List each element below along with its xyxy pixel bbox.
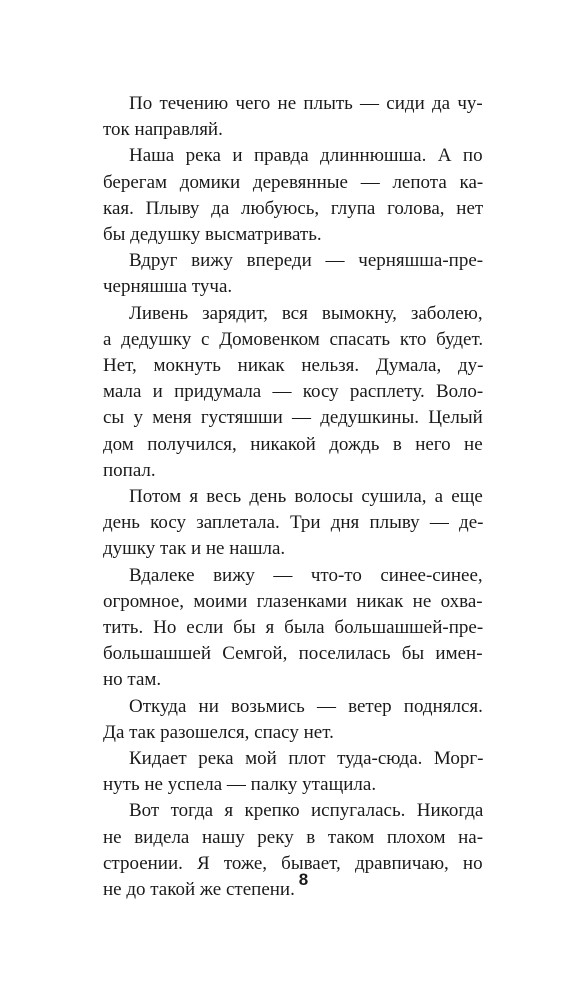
- body-text: [103, 91, 483, 903]
- text-line: огромное, моими глазенками никак не охва-: [103, 590, 483, 612]
- text-line: Откуда ни возьмись — ветер поднялся.: [129, 695, 483, 717]
- text-line: Вот тогда я крепко испугалась. Никогда: [129, 800, 484, 822]
- text-line: не до такой же степени.: [103, 879, 295, 901]
- paragraph: [103, 694, 483, 746]
- text-line: черняшша туча.: [103, 276, 233, 298]
- text-line: Вдалеке вижу — что-то синее-синее,: [129, 564, 483, 586]
- text-line: душку так и не нашла.: [103, 538, 286, 560]
- text-line: ток направляй.: [103, 119, 223, 141]
- text-line: кая. Плыву да любуюсь, глупа голова, нет: [103, 197, 484, 219]
- text-line: Вдруг вижу впереди — черняшша-пре-: [129, 250, 484, 272]
- text-line: строении. Я тоже, бывает, дравпичаю, но: [103, 852, 483, 874]
- text-line: тить. Но если бы я была большашшей-пре-: [103, 617, 484, 639]
- paragraph: [103, 746, 483, 798]
- text-line: нуть не успела — палку утащила.: [103, 774, 377, 796]
- text-line: мала и придумала — косу расплету. Воло-: [103, 381, 484, 403]
- text-line: Ливень зарядит, вся вымокну, заболею,: [129, 302, 483, 324]
- text-line: берегам домики деревянные — лепота ка-: [103, 171, 484, 193]
- text-line: Наша река и правда длиннюшша. А по: [129, 145, 483, 167]
- paragraph: [103, 484, 483, 563]
- paragraph: [103, 248, 483, 300]
- text-line: а дедушку с Домовенком спасать кто будет.: [103, 328, 484, 350]
- text-line: Да так разошелся, спасу нет.: [103, 721, 334, 743]
- text-line: день косу заплетала. Три дня плыву — де-: [103, 512, 484, 534]
- text-line: попал.: [103, 459, 156, 481]
- text-line: дом получился, никакой дождь в него не: [103, 433, 483, 455]
- text-line: но там.: [103, 669, 162, 691]
- paragraph: [103, 143, 483, 248]
- text-line: сы у меня густяшши — дедушкины. Целый: [103, 407, 483, 429]
- text-line: Кидает река мой плот туда-сюда. Морг-: [129, 748, 484, 770]
- paragraph: [103, 91, 483, 143]
- paragraph: [103, 301, 483, 484]
- text-line: Потом я весь день волосы сушила, а еще: [129, 486, 483, 508]
- text-line: По течению чего не плыть — сиди да чу-: [129, 93, 483, 114]
- page-number: 8: [298, 870, 309, 889]
- text-line: Нет, мокнуть никак нельзя. Думала, ду-: [103, 355, 484, 377]
- text-line: большашшей Семгой, поселилась бы имен-: [103, 643, 483, 665]
- text-line: не видела нашу реку в таком плохом на-: [103, 826, 484, 848]
- paragraph: [103, 563, 483, 694]
- text-line: бы дедушку высматривать.: [103, 224, 322, 246]
